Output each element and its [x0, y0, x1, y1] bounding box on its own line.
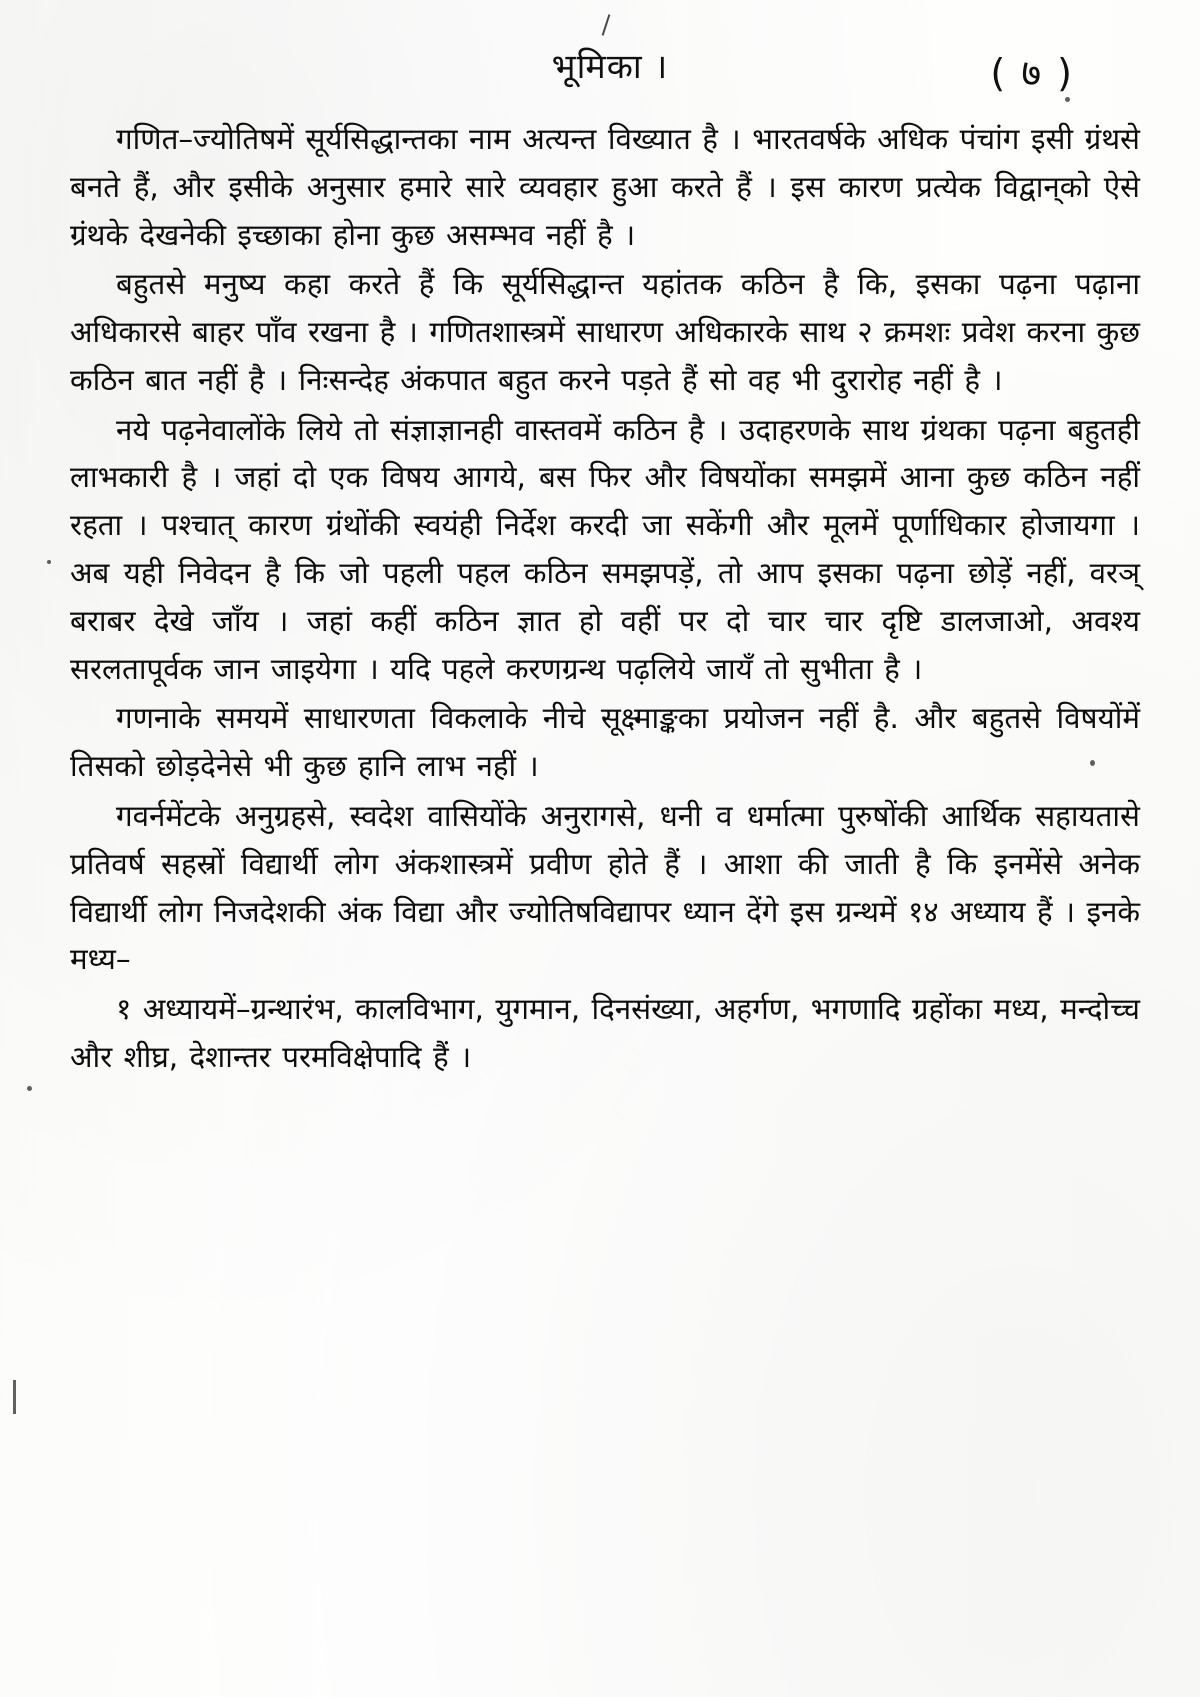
paragraph-1: गणित–ज्योतिषमें सूर्यसिद्धान्तका नाम अत्यन्त विख्यात है । भारतवर्षके अधिक पंचांग इसी ग्रंथसे बनते हैं, और इसीके अनुसार हमारे सारे व्यवहार हुआ करते हैं । इस कारण प्रत्येक विद्वान्‌को ऐसे ग्रंथके देखनेकी इच्छाका होना कुछ असम्भव नहीं है ।	[70, 122, 1140, 252]
scan-speck-icon	[27, 1086, 32, 1091]
page-header	[70, 42, 1140, 106]
body-text	[70, 116, 1140, 1082]
paragraph-6: १ अध्यायमें–ग्रन्थारंभ, कालविभाग, युगमान, दिनसंख्या, अहर्गण, भगणादि ग्रहोंका मध्य, मन्दोच्च और शीघ्र, देशान्तर परमविक्षेपादि हैं ।	[70, 992, 1140, 1074]
scan-speck-icon	[1065, 97, 1070, 102]
scan-tick-mark	[602, 14, 611, 36]
scan-speck-icon	[47, 560, 51, 564]
scan-edge-mark-icon	[13, 1380, 16, 1414]
paragraph-4: गणनाके समयमें साधारणता विकलाके नीचे सूक्ष्माङ्कका प्रयोजन नहीं है. और बहुतसे विषयोंमें तिसको छोड़देनेसे भी कुछ हानि लाभ नहीं ।	[70, 701, 1140, 784]
running-title: भूमिका ।	[551, 47, 669, 87]
paragraph-5: गवर्नमेंटके अनुग्रहसे, स्वदेश वासियोंके अनुरागसे, धनी व धर्मात्मा पुरुषोंकी आर्थिक सहायतासे प्रतिवर्ष सहस्रों विद्यार्थी लोग अंकशास्त्रमें प्रवीण होते हैं । आशा की जाती है कि इनमेंसे अनेक विद्यार्थी लोग निजदेशकी अंक विद्या और ज्योतिषविद्यापर ध्यान देंगे इस ग्रन्थमें १४ अध्याय हैं । इनके मध्य–	[70, 798, 1140, 977]
page-content-area	[70, 42, 1140, 1687]
page-number: ( ७ )	[990, 51, 1074, 95]
paragraph-2: बहुतसे मनुष्य कहा करते हैं कि सूर्यसिद्धान्त यहांतक कठिन है कि, इसका पढ़ना पढ़ाना अधिकारसे बाहर पाँव रखना है । गणितशास्त्रमें साधारण अधिकारके साथ २ क्रमशः प्रवेश करना कुछ कठिन बात नहीं है । निःसन्देह अंकपात बहुत करने पड़ते हैं सो वह भी दुरारोह नहीं है ।	[70, 267, 1140, 397]
paragraph-3: नये पढ़नेवालोंके लिये तो संज्ञाज्ञानही वास्तवमें कठिन है । उदाहरणके साथ ग्रंथका पढ़ना बहुतही लाभकारी है । जहां दो एक विषय आगये, बस फिर और विषयोंका समझमें आना कुछ कठिन नहीं रहता । पश्चात् कारण ग्रंथोंकी स्वयंही निर्देश करदी जा सकेंगी और मूलमें पूर्णाधिकार होजायगा । अब यही निवेदन है कि जो पहली पहल कठिन समझपड़ें, तो आप इसका पढ़ना छोड़ें नहीं, वरञ् बराबर देखे जाँय । जहां कहीं कठिन ज्ञात हो वहीं पर दो चार चार दृष्टि डालजाओ, अवश्य सरलतापूर्वक जान जाइयेगा । यदि पहले करणग्रन्थ पढ़लिये जायँ तो सुभीता है ।	[70, 412, 1140, 686]
scan-speck-icon	[1090, 760, 1095, 766]
